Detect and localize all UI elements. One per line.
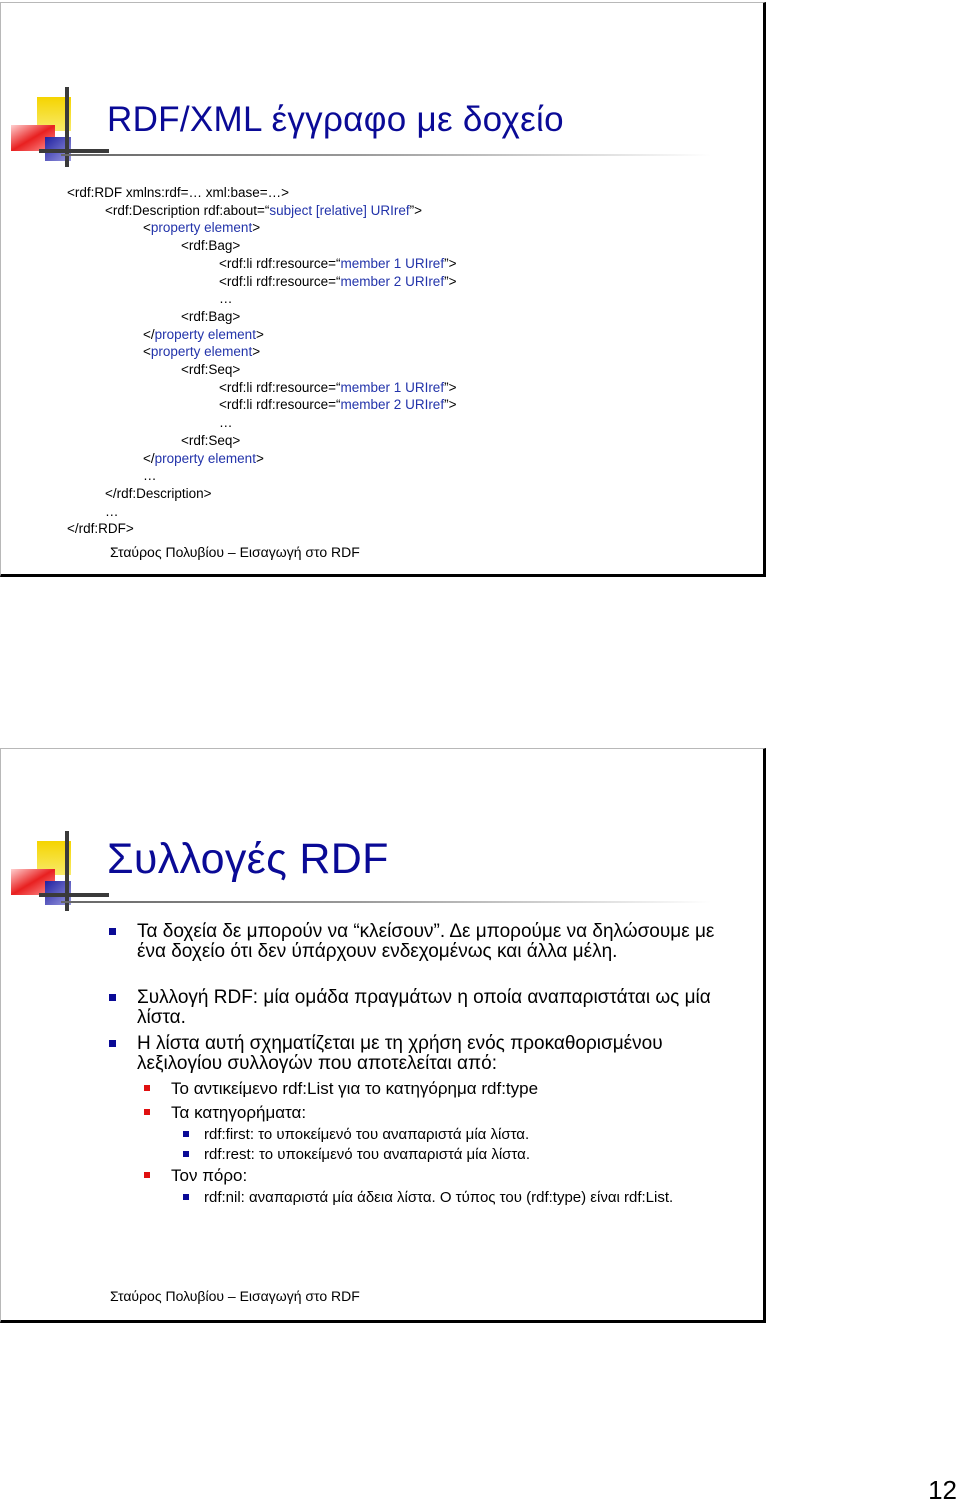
slide-footer: Σταύρος Πολυβίου – Εισαγωγή στο RDF (110, 1288, 360, 1304)
code-token: <rdf:Seq> (181, 432, 241, 448)
code-line (67, 520, 134, 537)
code-line (181, 432, 240, 449)
code-line (181, 308, 240, 325)
code-token: ”> (409, 202, 423, 218)
code-placeholder: property element (150, 220, 253, 236)
code-token: … (219, 291, 233, 307)
code-line (143, 467, 157, 484)
code-token: </rdf:Description> (105, 485, 212, 501)
code-token: ”> (444, 379, 457, 395)
code-placeholder: subject [relative] URIref (269, 202, 410, 218)
rdf-xml-code-block (1, 3, 763, 574)
bullet-text: rdf:nil: αναπαριστά μία άδεια λίστα. Ο τύπος του (rdf:type) είναι rdf:List. (204, 1189, 674, 1206)
code-token: ”> (444, 397, 457, 413)
code-line (105, 503, 119, 520)
bullet-text: Η λίστα αυτή σχηματίζεται με τη χρήση ενός προκαθορισμένου λεξιλογίου συλλογών που αποτελείται από: (137, 1033, 663, 1074)
code-token: <rdf:Description rdf:about=“ (105, 202, 270, 218)
code-placeholder: member 1 URIref (340, 379, 445, 395)
code-token: <rdf:li rdf:resource=“ (219, 273, 341, 289)
code-token: < (143, 220, 151, 236)
code-token: … (143, 468, 157, 484)
code-placeholder: property element (150, 344, 253, 360)
bullet-square-icon (109, 994, 116, 1001)
code-line (143, 343, 260, 360)
code-token: <rdf:li rdf:resource=“ (219, 397, 341, 413)
code-line (219, 290, 233, 307)
bullet-square-icon (183, 1131, 189, 1137)
code-token: > (255, 450, 264, 466)
title-divider (61, 901, 711, 903)
code-placeholder: property element (154, 450, 256, 466)
bullet-text: Το αντικείμενο rdf:List για το κατηγόρημα rdf:type (171, 1079, 539, 1098)
page-number: 12 (928, 1475, 957, 1505)
code-placeholder: property element (154, 326, 256, 342)
code-token: > (252, 344, 261, 360)
code-token: ”> (444, 273, 457, 289)
bullet-text: Τον πόρο: (171, 1166, 248, 1185)
bullet-square-icon (144, 1085, 150, 1091)
code-line (143, 326, 264, 343)
slide-footer: Σταύρος Πολυβίου – Εισαγωγή στο RDF (110, 544, 360, 560)
code-token: <rdf:li rdf:resource=“ (219, 379, 341, 395)
code-token: > (255, 326, 264, 342)
bullet-square-icon (109, 1040, 116, 1047)
bullet-text: rdf:rest: το υποκείμενό του αναπαριστά μία λίστα. (204, 1146, 530, 1163)
bullet-text: rdf:first: το υποκείμενό του αναπαριστά μία λίστα. (204, 1126, 530, 1143)
bullet-text: Τα δοχεία δε μπορούν να “κλείσουν”. Δε μπορούμε να δηλώσουμε με ένα δοχείο ότι δεν ύπάρχουν ενδεχομένως και άλλα μέλη. (137, 921, 715, 962)
code-placeholder: member 2 URIref (340, 397, 445, 413)
code-line (105, 202, 422, 219)
slide-rdf-xml-container (0, 2, 766, 577)
code-placeholder: member 1 URIref (340, 255, 445, 271)
code-line (219, 414, 233, 431)
slide-title: RDF/XML έγγραφο με δοχείο (107, 100, 564, 139)
code-token: ”> (444, 255, 457, 271)
code-token: <rdf:li rdf:resource=“ (219, 255, 341, 271)
bullet-square-icon (109, 928, 116, 935)
bullet-square-icon (183, 1151, 189, 1157)
code-line (181, 237, 240, 254)
code-token: > (252, 220, 261, 236)
code-token: </rdf:RDF> (67, 521, 134, 537)
code-line (219, 255, 456, 272)
code-token: </ (143, 326, 155, 342)
code-line (67, 184, 289, 201)
code-token: < (143, 344, 151, 360)
code-line (105, 485, 212, 502)
slide-title: Συλλογές RDF (107, 835, 389, 883)
code-line (219, 396, 456, 413)
code-token: <rdf:Seq> (181, 362, 241, 377)
bullet-text: Συλλογή RDF: μία ομάδα πραγμάτων η οποία αναπαριστάται ως μία λίστα. (137, 987, 711, 1028)
code-line (143, 219, 260, 236)
slide-logo-icon (9, 831, 109, 931)
code-placeholder: member 2 URIref (340, 273, 445, 289)
code-token: <rdf:RDF xmlns:rdf=… xml:base=…> (67, 185, 290, 200)
code-token: … (219, 415, 233, 431)
code-line (219, 379, 456, 396)
bullet-square-icon (183, 1194, 189, 1200)
code-token: </ (143, 450, 155, 466)
bullet-text: Τα κατηγορήματα: (171, 1103, 307, 1122)
slide-rdf-collections-container (0, 748, 766, 1323)
bullet-square-icon (144, 1109, 150, 1115)
code-token: <rdf:Bag> (181, 238, 241, 254)
code-token: … (105, 503, 119, 519)
code-token: <rdf:Bag> (181, 308, 241, 324)
bullet-square-icon (144, 1172, 150, 1178)
code-line (143, 450, 264, 467)
code-line (181, 361, 240, 378)
code-line (219, 273, 456, 290)
